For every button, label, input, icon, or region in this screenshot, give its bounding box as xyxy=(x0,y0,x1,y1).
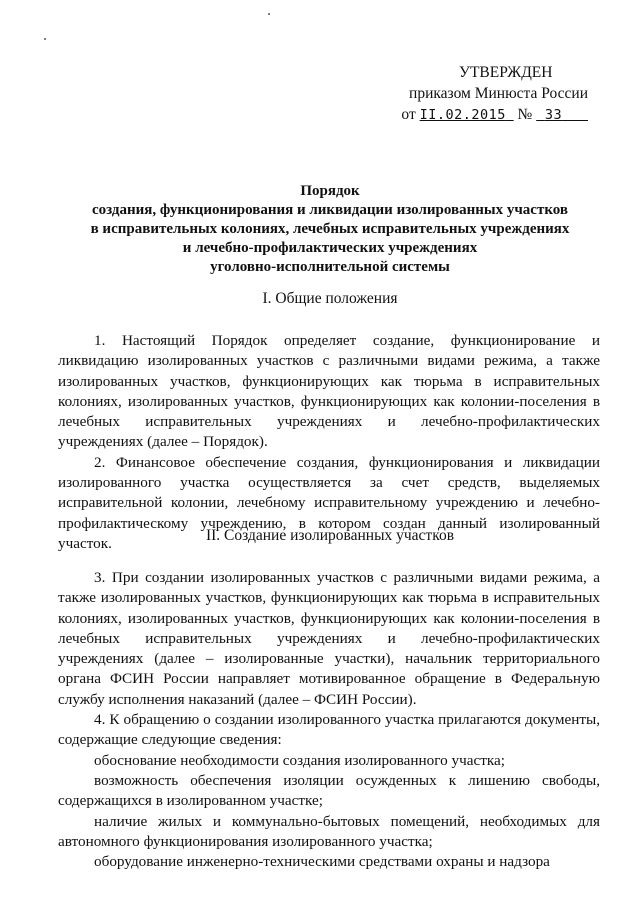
title-line-1: Порядок xyxy=(300,183,360,199)
paragraph-6: возможность обеспечения изоляции осужденных к лишению свободы, содержащихся в изолированном участке; xyxy=(58,771,600,810)
paragraph-3: 3. При создании изолированных участков с различными видами режима, а также изолированных участков, функционирующих как тюрьма в исправительных колониях, изолированных участков, функционирующих как колонии-поселения в лечебных исправительных учреждениях и лечебно-профилактических учреждениях (далее – изолированные участки), начальник территориального органа ФСИН России направляет мотивированное обращение в Федеральную службу исполнения наказаний (далее – ФСИН России). xyxy=(58,569,600,708)
approval-date-line xyxy=(401,104,588,126)
title-line-2: создания, функционирования и ликвидации изолированных участков xyxy=(91,202,568,218)
title-line-5: уголовно-исполнительной системы xyxy=(210,259,450,275)
paragraph-1: 1. Настоящий Порядок определяет создание, функционирование и ликвидацию изолированных участков с различными видами режима, а также изолированных участков, функционирующих как тюрьма в исправительных колониях, изолированных участков, функционирующих как колонии-поселения в лечебных исправительных учреждениях и лечебно-профилактических учреждениях (далее – Порядок). xyxy=(58,332,600,451)
title-line-4: и лечебно-профилактических учреждениях xyxy=(182,240,478,256)
date-prefix: от xyxy=(401,106,416,123)
approval-order-line: приказом Минюста России xyxy=(409,85,588,102)
document-title xyxy=(60,182,600,277)
number-prefix: № xyxy=(517,106,533,123)
title-line-3: в исправительных колониях, лечебных исправительных учреждениях xyxy=(90,221,570,237)
paragraph-7: наличие жилых и коммунально-бытовых помещений, необходимых для автономного функционирования изолированного участка; xyxy=(58,812,600,850)
section-2-body xyxy=(58,568,600,872)
approval-title: УТВЕРЖДЕН xyxy=(458,64,553,81)
paragraph-4: 4. К обращению о создании изолированного участка прилагаются документы, содержащие следующие сведения: xyxy=(58,711,600,749)
paragraph-2: 2. Финансовое обеспечение создания, функционирования и ликвидации изолированного участка осуществляется за счет средств, выделяемых исправительной колонии, лечебному исправительному учреждению и лечебно-профилактическому учреждению, в котором создан данный изолированный участок. xyxy=(58,453,600,552)
section-1-body xyxy=(58,331,600,554)
paragraph-5: обоснование необходимости создания изолированного участка; xyxy=(94,751,505,769)
section-2-heading: II. Создание изолированных участков xyxy=(205,527,455,544)
approval-stamp xyxy=(401,62,588,126)
approval-date: II.02.2015 xyxy=(419,107,506,123)
paragraph-8: оборудование инженерно-техническими средствами охраны и надзора xyxy=(94,853,550,871)
approval-number: 33 xyxy=(544,107,563,123)
section-1-heading: I. Общие положения xyxy=(262,290,398,307)
